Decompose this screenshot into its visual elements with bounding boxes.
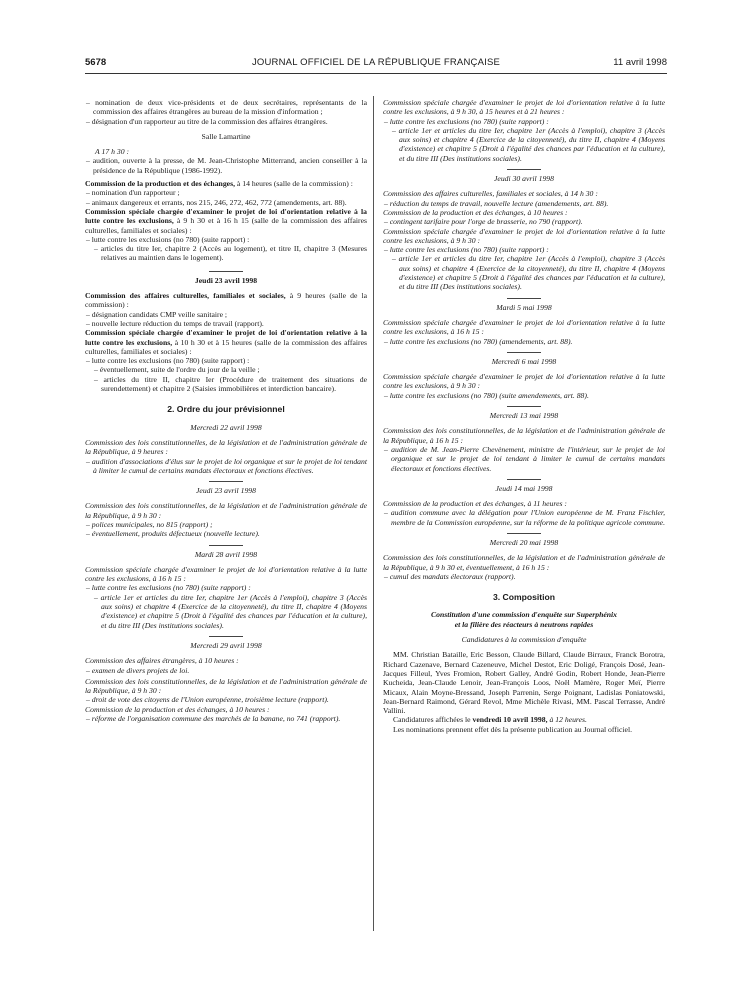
effect-notice: Les nominations prennent effet dès la présente publication au Journal officiel. [393, 724, 633, 734]
time-heading: A 17 h 30 : [95, 147, 130, 157]
inquiry-title: et la filière des réacteurs à neutrons rapides [454, 619, 594, 629]
agenda-subitem: – articles du titre Ier, chapitre 2 (Accès au logement), et titre II, chapitre 3 (Mesures relatives au maintien dans le logement). [94, 244, 367, 263]
committee-entry: Commission spéciale chargée d'examiner le projet de loi d'orientation relative à la lutte contre les exclusions, à 16 h 15 : [85, 564, 367, 584]
date-heading: Mercredi 20 mai 1998 [489, 537, 559, 547]
committee-entry: Commission de la production et des échanges, à 10 heures : [85, 704, 270, 714]
committee-entry: Commission de la production et des échanges, à 10 heures : [383, 207, 568, 217]
date-heading: Jeudi 23 avril 1998 [194, 275, 258, 285]
committee-name: Commission spéciale chargée d'examiner le projet de loi d'orientation relative à la lutte contre les exclusions, [85, 206, 367, 226]
left-column [85, 98, 367, 723]
column-divider [373, 96, 374, 931]
committee-name: Commission spéciale chargée d'examiner le projet de loi d'orientation relative à la lutte contre les exclusions, [85, 328, 367, 347]
agenda-item: – droit de vote des citoyens de l'Union européenne, troisième lecture (rapport). [86, 695, 329, 705]
posting-date: vendredi 10 avril 1998, [472, 715, 548, 725]
committee-entry: Commission des lois constitutionnelles, de la législation et de l'administration générale de la République, à 9 h 30 : [85, 676, 367, 696]
header-rule [85, 73, 667, 74]
agenda-item: – nomination d'un rapporteur ; [86, 188, 180, 198]
committee-entry: Commission des lois constitutionnelles, de la législation et de l'administration générale de la République, à 16 h 15 : [383, 426, 665, 445]
posting-text: Candidatures affichées le [393, 715, 471, 725]
section-heading: 2. Ordre du jour prévisionnel [167, 404, 285, 415]
journal-title: JOURNAL OFFICIEL DE LA RÉPUBLIQUE FRANÇAISE [251, 57, 501, 68]
agenda-item: – audition de M. Jean-Pierre Chevènement, ministre de l'intérieur, sur le projet de loi organique et sur le projet de loi tendant à limiter le cumul de certains mandats électoraux et fonctions électives. [384, 444, 665, 473]
agenda-subitem: – article 1er et articles du titre Ier, chapitre 1er (Accès à l'emploi), chapitre 3 (Accès aux soins) et chapitre 4 (Exercice de la citoyenneté), du titre II, chapitre 4 (Moyens d'existence) et chapitre 5 (Droit à l'égalité des chances par l'éducation et la culture), et du titre III (Des institutions sociales). [392, 125, 665, 163]
candidates-heading: Candidatures à la commission d'enquête [461, 635, 587, 645]
agenda-item: – nomination de deux vice-présidents et de deux secrétaires, représentants de la commission des affaires étrangères au bureau de la mission d'information ; [86, 98, 367, 117]
committee-name: Commission de la production et des échanges, [85, 179, 235, 189]
agenda-item: – audition commune avec la délégation pour l'Union européenne de M. Franz Fischler, membre de la Commission européenne, sur la réforme de la politique agricole commune. [384, 508, 665, 527]
committee-entry: Commission des affaires étrangères, à 10 heures : [85, 656, 239, 666]
date-heading: Mercredi 13 mai 1998 [489, 411, 559, 421]
posting-time: à 12 heures. [549, 715, 587, 725]
agenda-item: – éventuellement, produits défectueux (nouvelle lecture). [86, 529, 260, 539]
agenda-item: – réforme de l'organisation commune des marchés de la banane, no 741 (rapport). [86, 714, 341, 724]
posting-notice [383, 715, 665, 724]
committee-entry: Commission spéciale chargée d'examiner le projet de loi d'orientation relative à la lutte contre les exclusions, à 9 h 30 : [383, 372, 665, 391]
date-heading: Mardi 5 mai 1998 [496, 302, 552, 312]
committee-time: à 9 h 30 et à 16 h 15 (salle de la commission des affaires culturelles, familiales et sociales) : [85, 216, 368, 235]
agenda-item: – lutte contre les exclusions (no 780) (suite rapport) : [384, 245, 549, 255]
date-heading: Jeudi 14 mai 1998 [495, 483, 553, 493]
room-heading: Salle Lamartine [201, 131, 251, 141]
issue-date: 11 avril 1998 [613, 57, 667, 68]
agenda-subitem: – éventuellement, suite de l'ordre du jour de la veille ; [94, 365, 260, 375]
date-heading: Jeudi 30 avril 1998 [494, 174, 554, 184]
agenda-item: – audition d'associations d'élus sur le projet de loi organique et sur le projet de loi tendant à limiter le cumul de certains mandats électoraux et fonctions électives. [86, 456, 367, 475]
committee-time: à 10 h 30 et à 15 heures (salle de la commission des affaires culturelles, familiales et sociales) : [85, 337, 368, 356]
agenda-item: – audition, ouverte à la presse, de M. Jean-Christophe Mitterrand, ancien conseiller à la présidence de la République (1986-1992). [86, 156, 367, 175]
committee-entry: Commission des lois constitutionnelles, de la législation et de l'administration générale de la République, à 9 h 30 et, éventuellement, à 16 h 15 : [383, 553, 665, 572]
committee-time: à 9 heures (salle de la commission) : [85, 291, 368, 310]
agenda-subitem: – articles du titre II, chapitre Ier (Procédure de traitement des situations de surendettement) et chapitre 2 (Saisies immobilières et interdiction bancaire). [94, 374, 367, 394]
committee-entry [85, 328, 367, 356]
candidate-names: MM. Christian Bataille, Eric Besson, Claude Billard, Claude Birraux, Franck Borotra, Richard Cazenave, Bernard Cazeneuve, Michel Destot, Eric Doligé, François Dosé, Jean-Jacques Filleul, Yves Fromion, Robert Galley, André Godin, Robert Honde, Jean-Pierre Kucheida, Jean-Claude Lenoir, Jean-François Loos, Noël Mamère, Roger Meï, Pierre Micaux, Alain Moyne-Bressand, Joseph Parrenin, Serge Poignant, Ladislas Poniatowski, Jean-Bernard Raimond, Gérard Revol, Mme Michèle Rivasi, MM. Pascal Terrasse, André Vallini. [383, 650, 665, 716]
date-heading: Mercredi 6 mai 1998 [491, 356, 557, 366]
date-heading: Mercredi 22 avril 1998 [190, 422, 262, 432]
agenda-item: – animaux dangereux et errants, nos 215, 246, 272, 462, 772 (amendements, art. 88). [86, 197, 347, 207]
committee-entry [85, 291, 367, 310]
agenda-item: – nouvelle lecture réduction du temps de travail (rapport). [86, 318, 264, 328]
committee-entry: Commission des affaires culturelles, familiales et sociales, à 14 h 30 : [383, 189, 598, 199]
committee-entry [85, 207, 367, 235]
agenda-item: – lutte contre les exclusions (no 780) (suite rapport) : [86, 234, 250, 244]
page-number: 5678 [85, 57, 107, 68]
agenda-item: – lutte contre les exclusions (no 780) (amendements, art. 88). [384, 336, 573, 346]
committee-entry: Commission spéciale chargée d'examiner le projet de loi d'orientation relative à la lutte contre les exclusions, à 9 h 30, à 15 heures et à 21 heures : [383, 98, 665, 117]
agenda-item: – lutte contre les exclusions (no 780) (suite amendements, art. 88). [384, 390, 589, 400]
date-heading: Mardi 28 avril 1998 [194, 549, 258, 559]
agenda-item: – cumul des mandats électoraux (rapport). [384, 571, 516, 581]
page-header [85, 57, 667, 71]
agenda-item: – lutte contre les exclusions (no 780) (suite rapport) : [86, 583, 251, 593]
committee-entry: Commission spéciale chargée d'examiner le projet de loi d'orientation relative à la lutte contre les exclusions, à 9 h 30 : [383, 226, 665, 245]
agenda-item: – désignation candidats CMP veille sanitaire ; [86, 309, 228, 319]
committee-entry [85, 179, 367, 188]
inquiry-title: Constitution d'une commission d'enquête sur Superphénix [430, 610, 618, 620]
agenda-item: – examen de divers projets de loi. [86, 665, 190, 675]
agenda-subitem: – article 1er et articles du titre Ier, chapitre 1er (Accès à l'emploi), chapitre 3 (Accès aux soins) et chapitre 4 (Exercice de la citoyenneté), du titre II, chapitre 4 (Moyens d'existence) et chapitre 5 (Droit à l'égalité des chances par l'éducation et la culture), et du titre III (Des institutions sociales). [392, 254, 665, 292]
section-heading: 3. Composition [492, 592, 556, 603]
committee-entry: Commission de la production et des échanges, à 11 heures : [383, 499, 567, 509]
agenda-item: – réduction du temps de travail, nouvelle lecture (amendements, art. 88). [384, 198, 609, 208]
committee-entry: Commission des lois constitutionnelles, de la législation et de l'administration générale de la République, à 9 h 30 : [85, 501, 367, 520]
agenda-item: – contingent tarifaire pour l'orge de brasserie, no 790 (rapport). [384, 217, 583, 227]
agenda-item: – lutte contre les exclusions (no 780) (suite rapport) : [384, 116, 549, 126]
committee-entry: Commission spéciale chargée d'examiner le projet de loi d'orientation relative à la lutte contre les exclusions, à 16 h 15 : [383, 317, 665, 337]
committee-name: Commission des affaires culturelles, familiales et sociales, [85, 291, 286, 301]
date-heading: Mercredi 29 avril 1998 [190, 640, 262, 650]
agenda-item: – désignation d'un rapporteur au titre de la commission des affaires étrangères. [86, 116, 328, 126]
agenda-item: – lutte contre les exclusions (no 780) (suite rapport) : [86, 356, 250, 366]
right-column [383, 98, 665, 734]
date-heading: Jeudi 23 avril 1998 [196, 486, 256, 496]
agenda-subitem: – article 1er et articles du titre Ier, chapitre 1er (Accès à l'emploi), chapitre 3 (Accès aux soins) et chapitre 4 (Exercice de la citoyenneté), du titre II, chapitre 4 (Moyens d'existence) et chapitre 5 (Droit à l'égalité des chances par l'éducation et la culture), et du titre III (Des institutions sociales). [94, 592, 367, 630]
committee-entry: Commission des lois constitutionnelles, de la législation et de l'administration générale de la République, à 9 heures : [85, 437, 367, 457]
committee-time: à 14 heures (salle de la commission) : [236, 179, 353, 189]
agenda-item: – polices municipales, no 815 (rapport) ; [86, 519, 213, 529]
